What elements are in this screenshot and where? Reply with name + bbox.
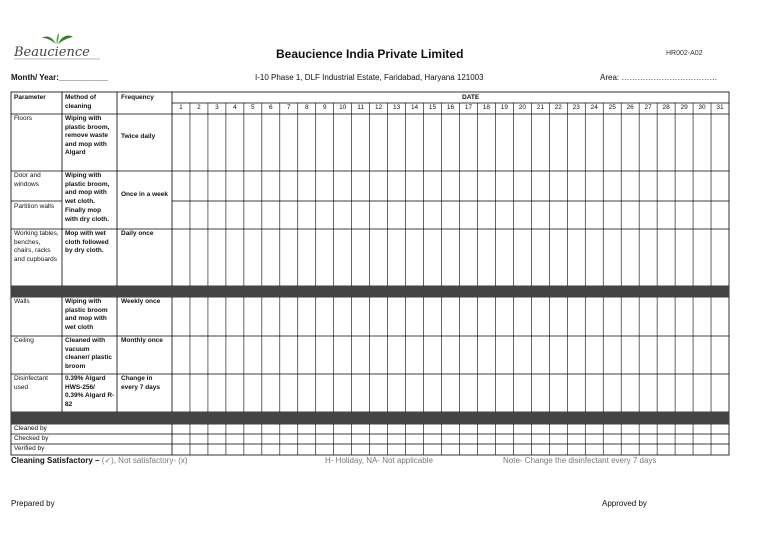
day-number: 3	[215, 104, 219, 111]
day-number: 20	[518, 104, 526, 111]
row-partition-method: Finally mop with dry cloth.	[65, 207, 110, 223]
header-parameter: Parameter	[14, 94, 46, 101]
day-number: 27	[644, 104, 652, 111]
verified-by-label: Verified by	[14, 445, 45, 452]
day-number: 4	[233, 104, 237, 111]
month-year-field: Month/ Year:___________	[11, 73, 108, 82]
row-walls-method: Wiping with plastic broom and mop with wet cloth	[65, 298, 108, 331]
row-doors-frequency: Once in a week	[121, 191, 168, 198]
row-ceiling-method: Cleaned with vacuum cleaner/ plastic broom	[65, 337, 112, 370]
header-date: DATE	[462, 94, 480, 101]
row-floors-parameter: Floors	[14, 115, 33, 122]
row-partition-parameter: Partition walls	[14, 203, 55, 210]
disinfectant-note: Note- Change the disinfectant every 7 days	[503, 456, 657, 465]
header-frequency: Frequency	[121, 94, 154, 101]
day-number: 21	[536, 104, 544, 111]
legend-bold: Cleaning Satisfactory –	[11, 456, 100, 465]
row-walls-frequency: Weekly once	[121, 298, 161, 305]
svg-text:Beaucience: Beaucience	[14, 45, 90, 60]
checked-by-label: Checked by	[14, 435, 49, 442]
day-number: 23	[572, 104, 580, 111]
holiday-legend: H- Holiday, NA- Not applicable	[325, 456, 433, 465]
day-number: 17	[464, 104, 473, 111]
row-walls-parameter: Walls	[14, 298, 30, 305]
day-number: 14	[410, 104, 419, 111]
day-number: 7	[286, 104, 291, 111]
day-number: 1	[179, 104, 183, 111]
day-number: 5	[251, 104, 255, 111]
legend	[11, 456, 188, 465]
day-number: 25	[608, 104, 616, 111]
header-method: Method of cleaning	[65, 94, 97, 110]
cleaned-by-label: Cleaned by	[14, 425, 47, 432]
row-floors-frequency: Twice daily	[121, 133, 156, 140]
day-number: 10	[339, 104, 347, 111]
legend-rest: (✓), Not satisfactory- (x)	[99, 456, 188, 465]
day-number: 16	[446, 104, 455, 111]
day-number: 15	[428, 104, 437, 111]
row-tables-parameter: Working tables, benches, chairs, racks and cupboards	[14, 230, 59, 263]
document-code: HR002-A02	[666, 50, 703, 57]
day-number: 12	[375, 104, 383, 111]
day-number: 19	[500, 104, 508, 111]
day-number: 24	[590, 104, 598, 111]
row-doors-method: Wiping with plastic broom, and mop with wet cloth.	[65, 172, 110, 205]
row-tables-frequency: Daily once	[121, 230, 154, 237]
day-number: 11	[357, 104, 365, 111]
day-number: 28	[662, 104, 670, 111]
day-number: 6	[269, 104, 273, 111]
day-number: 30	[698, 104, 706, 111]
day-number: 31	[716, 104, 724, 111]
day-number: 13	[392, 104, 401, 111]
day-number: 26	[626, 104, 634, 111]
row-ceiling-frequency: Monthly once	[121, 337, 163, 344]
day-number: 2	[197, 104, 201, 111]
day-number: 22	[554, 104, 562, 111]
day-number: 18	[482, 104, 491, 111]
row-disinfectant-parameter: Disinfectant used	[14, 375, 48, 391]
company-name: Beaucience India Private Limited	[276, 47, 464, 61]
area-field: Area: ………………………………	[600, 73, 718, 82]
day-number: 9	[322, 104, 327, 111]
address: I-10 Phase 1, DLF Industrial Estate, Faridabad, Haryana 121003	[255, 73, 484, 82]
row-doors-parameter: Door and windows	[14, 172, 41, 188]
prepared-by: Prepared by	[11, 499, 55, 508]
row-floors-method: Wiping with plastic broom, remove waste and mop with Algard	[65, 115, 110, 157]
row-disinfectant-frequency: Change in every 7 days	[121, 375, 161, 391]
row-disinfectant-method: 0.39% Algard HWS-256/ 0.39% Algard R-82	[65, 375, 115, 408]
day-number: 29	[680, 104, 688, 111]
row-tables-method: Mop with wet cloth followed by dry cloth.	[65, 230, 109, 255]
row-ceiling-parameter: Ceiling	[14, 337, 34, 344]
approved-by: Approved by	[602, 499, 647, 508]
day-number: 8	[304, 104, 309, 111]
